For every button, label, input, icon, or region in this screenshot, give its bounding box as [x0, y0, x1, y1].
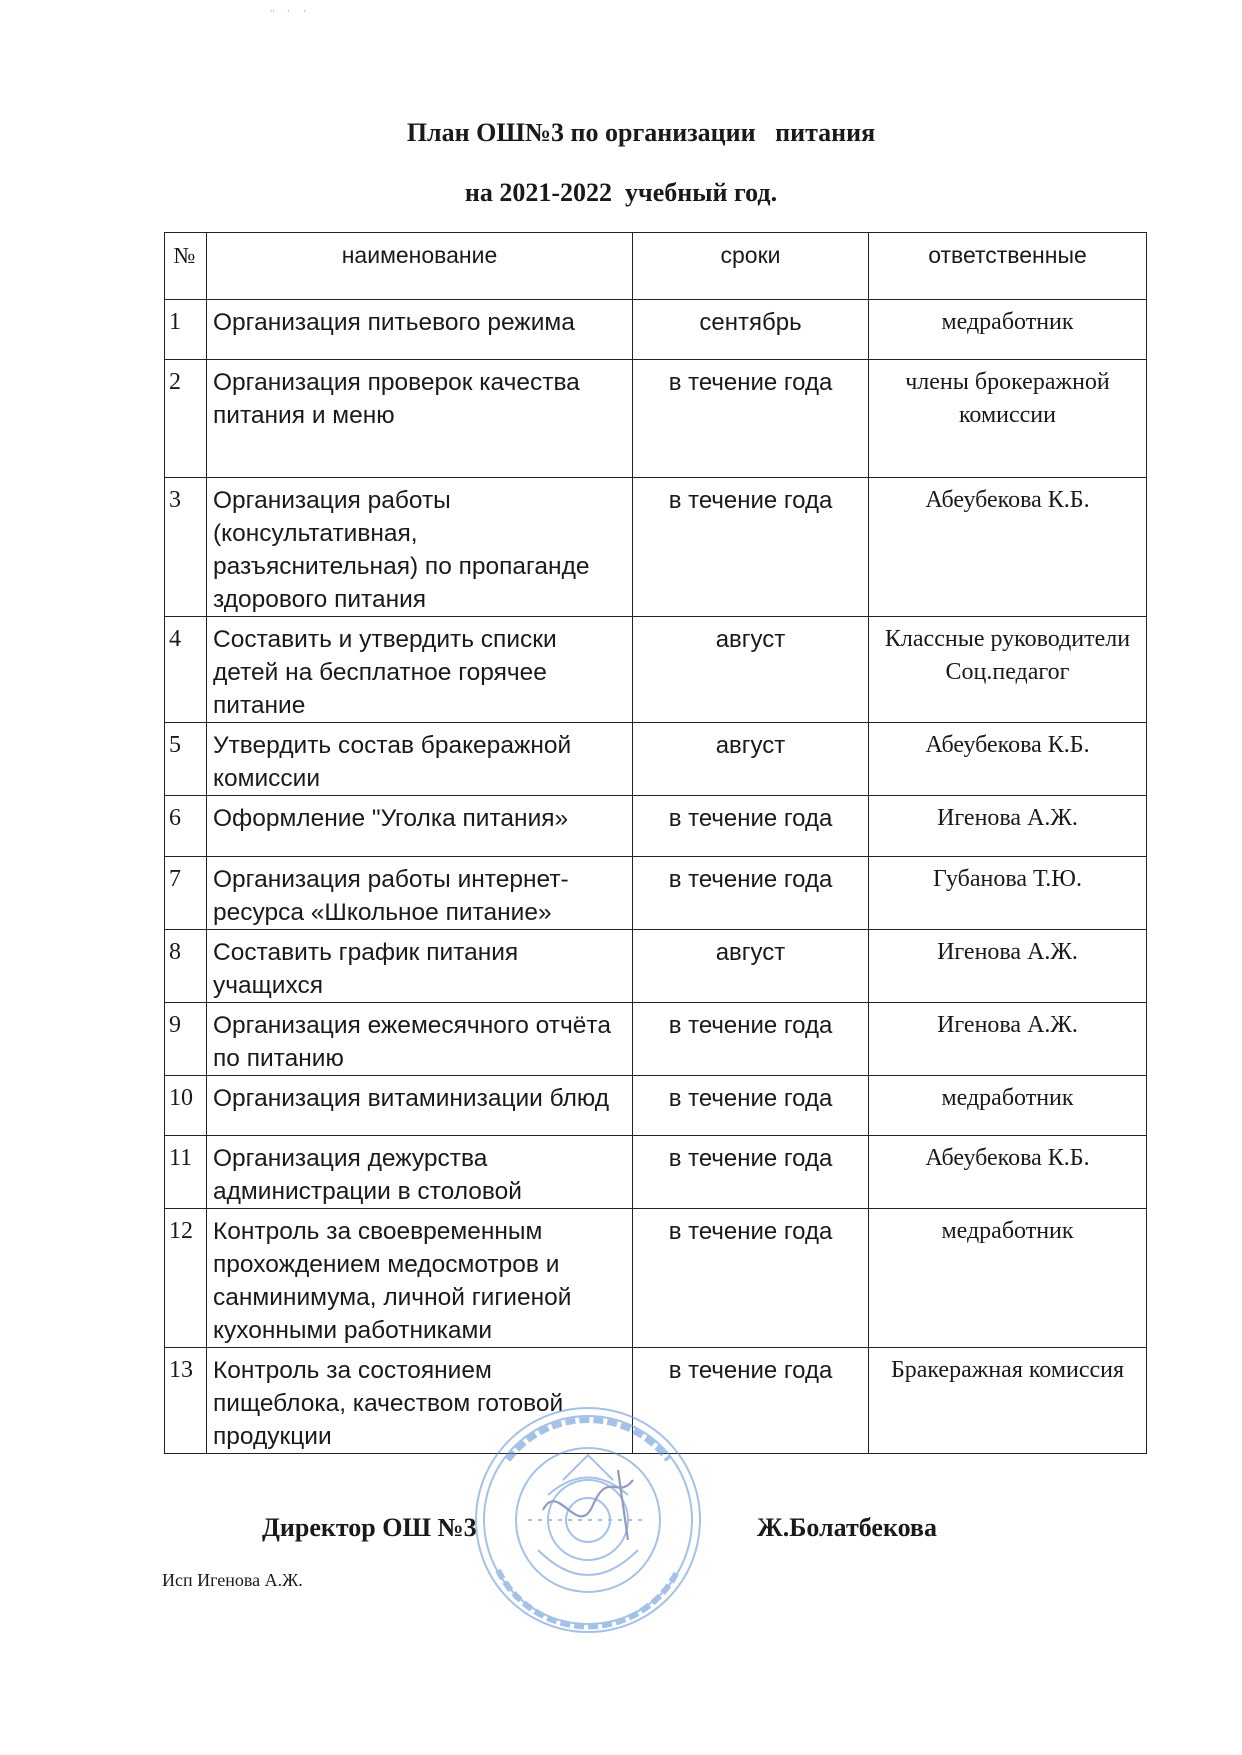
- table-row: [165, 796, 1147, 857]
- row-term: сентябрь: [633, 300, 869, 360]
- table-row: [165, 1003, 1147, 1076]
- scan-artifact: ¨ ˙ ˙: [270, 8, 311, 23]
- row-term: в течение года: [633, 1209, 869, 1348]
- row-responsible: Игенова А.Ж.: [869, 930, 1147, 1003]
- signature-scribble: [543, 1470, 633, 1540]
- row-num: 1: [165, 300, 207, 360]
- row-num: 13: [165, 1348, 207, 1454]
- row-num: 6: [165, 796, 207, 857]
- director-name: Ж.Болатбекова: [757, 1513, 937, 1542]
- row-responsible: Игенова А.Ж.: [869, 796, 1147, 857]
- table-row: [165, 1209, 1147, 1348]
- table-row: [165, 1348, 1147, 1454]
- row-name: Организация работы (консультативная, разъяснительная) по пропаганде здорового питания: [207, 478, 633, 617]
- row-num: 3: [165, 478, 207, 617]
- table-row: [165, 1136, 1147, 1209]
- row-name: Составить и утвердить списки детей на бесплатное горячее питание: [207, 617, 633, 723]
- executor-note: Исп Игенова А.Ж.: [162, 1570, 303, 1590]
- row-responsible: медработник: [869, 1209, 1147, 1348]
- row-name: Контроль за своевременным прохождением медосмотров и санминимума, личной гигиеной кухонными работниками: [207, 1209, 633, 1348]
- row-responsible: медработник: [869, 300, 1147, 360]
- director-label: Директор ОШ №3: [262, 1513, 477, 1542]
- row-num: 7: [165, 857, 207, 930]
- row-num: 10: [165, 1076, 207, 1136]
- row-term: август: [633, 617, 869, 723]
- document-subtitle: на 2021-2022 учебный год.: [464, 178, 778, 207]
- row-num: 11: [165, 1136, 207, 1209]
- plan-table: [164, 232, 1147, 1454]
- header-name: наименование: [207, 233, 633, 300]
- row-term: в течение года: [633, 1136, 869, 1209]
- row-name: Организация питьевого режима: [207, 300, 633, 360]
- table-row: [165, 360, 1147, 478]
- row-name: Составить график питания учащихся: [207, 930, 633, 1003]
- row-name: Организация проверок качества питания и меню: [207, 360, 633, 478]
- row-name: Организация дежурства администрации в столовой: [207, 1136, 633, 1209]
- header-num: №: [165, 233, 207, 300]
- row-name: Организация работы интернет-ресурса «Школьное питание»: [207, 857, 633, 930]
- row-responsible: Классные руководители Соц.педагог: [869, 617, 1147, 723]
- row-name: Оформление "Уголка питания»: [207, 796, 633, 857]
- row-num: 12: [165, 1209, 207, 1348]
- row-num: 9: [165, 1003, 207, 1076]
- table-row: [165, 478, 1147, 617]
- row-responsible: Абеубекова К.Б.: [869, 1136, 1147, 1209]
- row-term: в течение года: [633, 478, 869, 617]
- row-term: август: [633, 723, 869, 796]
- row-responsible: члены брокеражной комиссии: [869, 360, 1147, 478]
- table-row: [165, 617, 1147, 723]
- row-name: Организация ежемесячного отчёта по питанию: [207, 1003, 633, 1076]
- row-num: 4: [165, 617, 207, 723]
- table-row: [165, 930, 1147, 1003]
- row-responsible: Губанова Т.Ю.: [869, 857, 1147, 930]
- row-name: Контроль за состоянием пищеблока, качеством готовой продукции: [207, 1348, 633, 1454]
- header-term: сроки: [633, 233, 869, 300]
- table-header-row: [165, 233, 1147, 300]
- document-title: План ОШ№3 по организации питания: [406, 118, 876, 147]
- row-term: в течение года: [633, 1076, 869, 1136]
- row-term: август: [633, 930, 869, 1003]
- row-responsible: Игенова А.Ж.: [869, 1003, 1147, 1076]
- row-responsible: Абеубекова К.Б.: [869, 478, 1147, 617]
- row-term: в течение года: [633, 360, 869, 478]
- row-num: 2: [165, 360, 207, 478]
- row-term: в течение года: [633, 796, 869, 857]
- row-num: 5: [165, 723, 207, 796]
- table-row: [165, 300, 1147, 360]
- row-num: 8: [165, 930, 207, 1003]
- row-term: в течение года: [633, 857, 869, 930]
- row-responsible: Абеубекова К.Б.: [869, 723, 1147, 796]
- row-term: в течение года: [633, 1348, 869, 1454]
- table-row: [165, 1076, 1147, 1136]
- row-name: Утвердить состав бракеражной комиссии: [207, 723, 633, 796]
- row-term: в течение года: [633, 1003, 869, 1076]
- table-row: [165, 857, 1147, 930]
- table-row: [165, 723, 1147, 796]
- row-responsible: медработник: [869, 1076, 1147, 1136]
- row-name: Организация витаминизации блюд: [207, 1076, 633, 1136]
- header-responsible: ответственные: [869, 233, 1147, 300]
- row-responsible: Бракеражная комиссия: [869, 1348, 1147, 1454]
